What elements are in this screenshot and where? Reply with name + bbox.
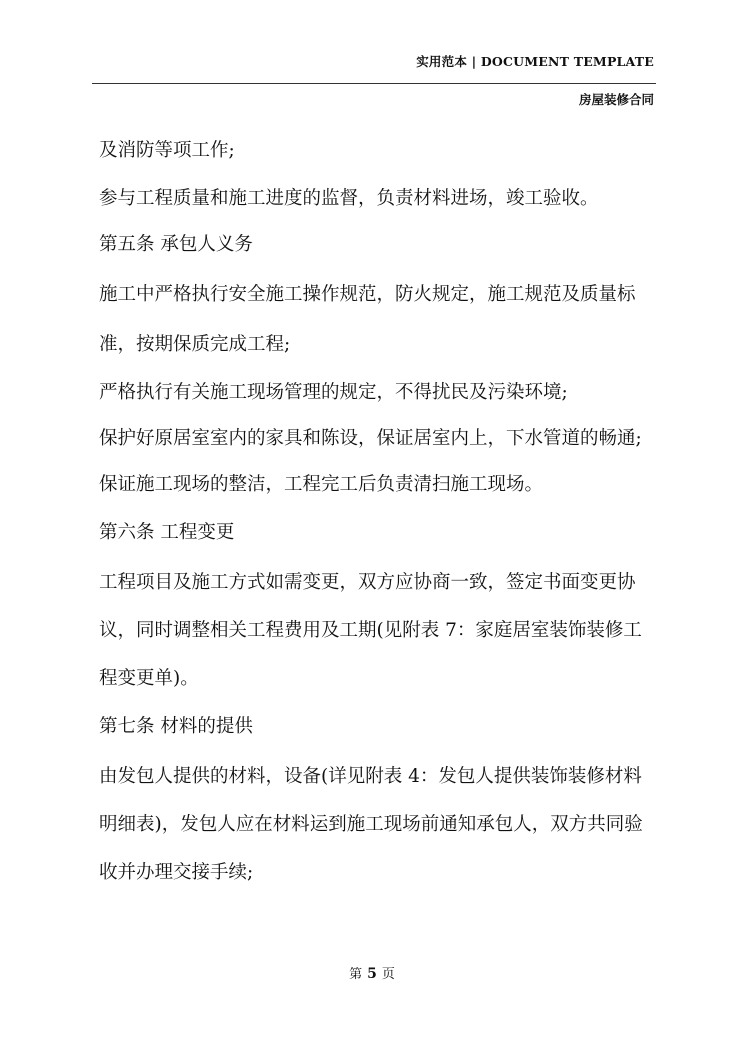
document-body <box>99 137 661 887</box>
page-suffix: 页 <box>381 967 395 982</box>
header-subtitle: 房屋装修合同 <box>578 92 654 107</box>
section-heading: 第六条 工程变更 <box>99 522 235 543</box>
page-footer <box>0 963 744 982</box>
page-prefix: 第 <box>349 967 363 982</box>
text-line: 工程项目及施工方式如需变更，双方应协商一致，签定书面变更协 <box>99 572 636 593</box>
text-line: 准，按期保质完成工程; <box>99 334 291 355</box>
text-line: 施工中严格执行安全施工操作规范，防火规定，施工规范及质量标 <box>99 284 636 305</box>
text-line: 保护好原居室室内的家具和陈设，保证居室内上，下水管道的畅通; <box>99 428 642 449</box>
page-number: 5 <box>367 966 377 982</box>
text-line: 由发包人提供的材料，设备(详见附表 4：发包人提供装饰装修材料 <box>99 766 642 787</box>
header-divider <box>92 83 656 84</box>
text-line: 程变更单)。 <box>99 668 199 689</box>
text-line: 收并办理交接手续; <box>99 862 254 883</box>
text-line: 参与工程质量和施工进度的监督，负责材料进场，竣工验收。 <box>99 188 599 209</box>
text-line: 保证施工现场的整洁，工程完工后负责清扫施工现场。 <box>99 474 544 495</box>
section-heading: 第五条 承包人义务 <box>99 234 253 255</box>
section-heading: 第七条 材料的提供 <box>99 716 253 737</box>
text-line: 严格执行有关施工现场管理的规定，不得扰民及污染环境; <box>99 382 568 403</box>
header-title: 实用范本 | DOCUMENT TEMPLATE <box>416 54 654 69</box>
text-line: 明细表)，发包人应在材料运到施工现场前通知承包人，双方共同验 <box>99 814 643 835</box>
text-line: 及消防等项工作; <box>99 140 235 161</box>
text-line: 议，同时调整相关工程费用及工期(见附表 7：家庭居室装饰装修工 <box>99 620 642 641</box>
